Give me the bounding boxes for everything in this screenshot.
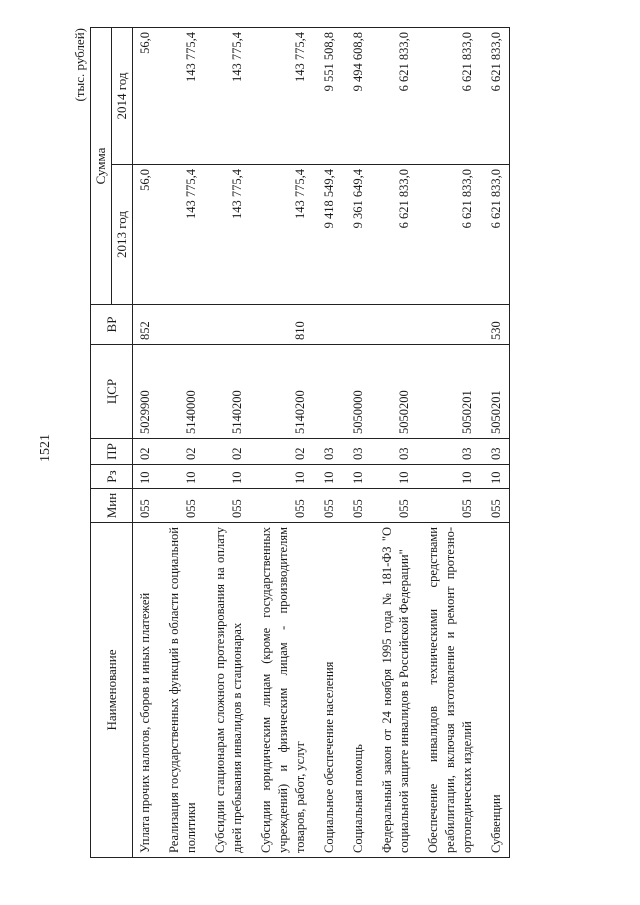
table-row (158, 28, 204, 858)
table-body (133, 28, 510, 858)
row-min: 055 (204, 489, 250, 523)
row-name: Социальная помощь (342, 523, 371, 858)
row-sum-2014: 143 775,4 (250, 28, 313, 165)
rotated-sheet (38, 28, 598, 858)
row-sum-2014: 6 621 833,0 (371, 28, 417, 165)
row-vr (158, 305, 204, 345)
row-pr: 03 (313, 439, 342, 465)
row-min: 055 (133, 489, 159, 523)
row-name: Федеральный закон от 24 ноября 1995 года № 181-ФЗ "О социальной защите инвалидов в Российской Федерации" (371, 523, 417, 858)
row-vr: 810 (250, 305, 313, 345)
row-sum-2014: 6 621 833,0 (417, 28, 480, 165)
row-pr: 02 (204, 439, 250, 465)
header-year-2013: 2013 год (112, 165, 133, 305)
row-vr (417, 305, 480, 345)
row-sum-2013: 143 775,4 (158, 165, 204, 305)
row-name: Субвенции (480, 523, 510, 858)
header-year-2014: 2014 год (112, 28, 133, 165)
row-sum-2014: 9 494 608,8 (342, 28, 371, 165)
row-csr: 5029900 (133, 345, 159, 439)
row-name: Социальное обеспечение населения (313, 523, 342, 858)
row-min: 055 (371, 489, 417, 523)
units-note: (тыс. рублей) (72, 28, 87, 102)
row-vr (371, 305, 417, 345)
table-row (371, 28, 417, 858)
row-rz: 10 (342, 465, 371, 489)
row-sum-2013: 6 621 833,0 (480, 165, 510, 305)
row-rz: 10 (158, 465, 204, 489)
row-pr: 02 (250, 439, 313, 465)
row-min: 055 (313, 489, 342, 523)
budget-table (90, 27, 510, 858)
row-pr: 03 (417, 439, 480, 465)
row-sum-2013: 56,0 (133, 165, 159, 305)
row-name: Субсидии стационарам сложного протезирования на оплату дней пребывания инвалидов в стационарах (204, 523, 250, 858)
row-csr: 5140000 (158, 345, 204, 439)
row-csr: 5050201 (417, 345, 480, 439)
table-row (313, 28, 342, 858)
row-pr: 03 (371, 439, 417, 465)
row-csr: 5140200 (204, 345, 250, 439)
header-sum: Сумма (91, 28, 112, 305)
row-sum-2014: 143 775,4 (204, 28, 250, 165)
header-vr: ВР (91, 305, 133, 345)
row-rz: 10 (417, 465, 480, 489)
row-vr: 852 (133, 305, 159, 345)
row-name: Обеспечение инвалидов техническими средствами реабилитации, включая изготовление и ремонт протезно-ортопедических изделий (417, 523, 480, 858)
row-sum-2013: 143 775,4 (250, 165, 313, 305)
row-vr (313, 305, 342, 345)
row-vr (342, 305, 371, 345)
header-min: Мин (91, 489, 133, 523)
row-min: 055 (417, 489, 480, 523)
row-name: Субсидии юридическим лицам (кроме государственных учреждений) и физическим лицам - производителям товаров, работ, услуг (250, 523, 313, 858)
row-min: 055 (480, 489, 510, 523)
row-pr: 03 (480, 439, 510, 465)
row-sum-2013: 143 775,4 (204, 165, 250, 305)
table-row (204, 28, 250, 858)
table-row (417, 28, 480, 858)
row-name: Реализация государственных функций в области социальной политики (158, 523, 204, 858)
row-csr: 5050201 (480, 345, 510, 439)
table-header (91, 28, 133, 858)
row-pr: 02 (158, 439, 204, 465)
row-min: 055 (158, 489, 204, 523)
row-rz: 10 (133, 465, 159, 489)
header-name: Наименование (91, 523, 133, 858)
row-sum-2013: 9 418 549,4 (313, 165, 342, 305)
table-row (133, 28, 159, 858)
row-sum-2014: 56,0 (133, 28, 159, 165)
row-csr (313, 345, 342, 439)
row-sum-2013: 6 621 833,0 (371, 165, 417, 305)
row-min: 055 (342, 489, 371, 523)
row-vr: 530 (480, 305, 510, 345)
row-pr: 02 (133, 439, 159, 465)
row-rz: 10 (480, 465, 510, 489)
row-sum-2013: 6 621 833,0 (417, 165, 480, 305)
row-csr: 5050000 (342, 345, 371, 439)
row-sum-2014: 143 775,4 (158, 28, 204, 165)
row-rz: 10 (250, 465, 313, 489)
row-sum-2014: 6 621 833,0 (480, 28, 510, 165)
row-csr: 5050200 (371, 345, 417, 439)
row-sum-2014: 9 551 508,8 (313, 28, 342, 165)
row-rz: 10 (371, 465, 417, 489)
row-name: Уплата прочих налогов, сборов и иных платежей (133, 523, 159, 858)
table-row (342, 28, 371, 858)
header-pr: ПР (91, 439, 133, 465)
row-min: 055 (250, 489, 313, 523)
row-csr: 5140200 (250, 345, 313, 439)
header-csr: ЦСР (91, 345, 133, 439)
header-rz: Рз (91, 465, 133, 489)
row-sum-2013: 9 361 649,4 (342, 165, 371, 305)
row-pr: 03 (342, 439, 371, 465)
row-rz: 10 (313, 465, 342, 489)
page-number: 1521 (38, 434, 53, 462)
row-rz: 10 (204, 465, 250, 489)
row-vr (204, 305, 250, 345)
table-row (480, 28, 510, 858)
table-row (250, 28, 313, 858)
